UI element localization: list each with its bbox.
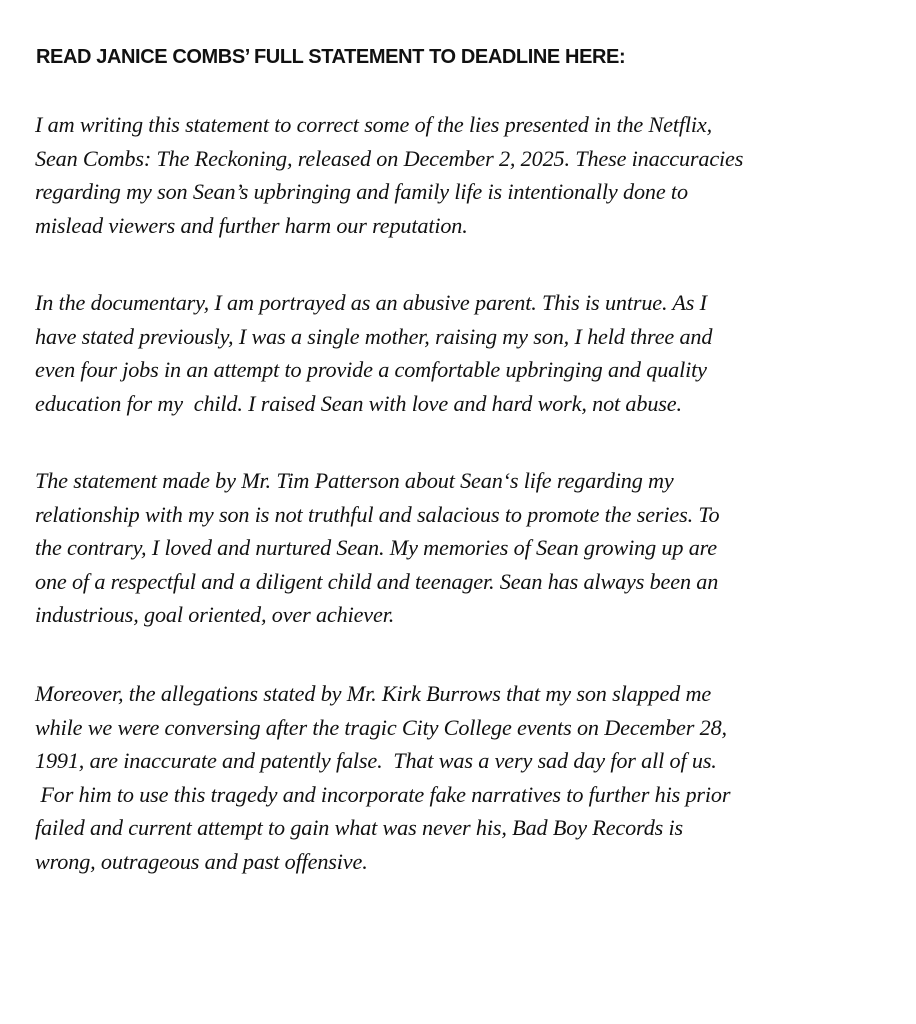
text-line: In the documentary, I am portrayed as an abusive parent. This is untrue. As I: [35, 290, 707, 315]
paragraph-netflix-lies: [35, 108, 907, 242]
text-line: regarding my son Sean’s upbringing and family life is intentionally done to: [35, 179, 688, 204]
paragraph-tim-patterson: [35, 464, 907, 632]
text-line: For him to use this tragedy and incorporate fake narratives to further his prior: [35, 781, 731, 807]
text-line: The statement made by Mr. Tim Patterson about Sean‘s life regarding my: [35, 468, 674, 493]
text-line: I am writing this statement to correct some of the lies presented in the Netflix,: [35, 112, 712, 137]
text-line: Moreover, the allegations stated by Mr. Kirk Burrows that my son slapped me: [35, 681, 712, 706]
text-line: mislead viewers and further harm our reputation.: [35, 212, 468, 238]
text-line: while we were conversing after the tragic City College events on December 28,: [35, 714, 727, 740]
text-line: education for my child. I raised Sean with love and hard work, not abuse.: [35, 390, 682, 416]
statement-heading: READ JANICE COMBS’ FULL STATEMENT TO DEADLINE HERE:: [36, 46, 626, 68]
paragraph-abusive-parent: [35, 286, 907, 420]
text-line: 1991, are inaccurate and patently false. That was a very sad day for all of us.: [35, 748, 717, 773]
text-line: have stated previously, I was a single mother, raising my son, I held three and: [35, 323, 713, 349]
text-line: even four jobs in an attempt to provide a comfortable upbringing and quality: [35, 357, 707, 382]
text-line: Sean Combs: The Reckoning, released on December 2, 2025. These inaccuracies: [35, 145, 744, 171]
text-line: relationship with my son is not truthful and salacious to promote the series. To: [35, 501, 720, 527]
text-line: failed and current attempt to gain what was never his, Bad Boy Records is: [35, 815, 684, 840]
text-line: the contrary, I loved and nurtured Sean. My memories of Sean growing up are: [35, 535, 717, 560]
paragraph-kirk-burrows: [35, 677, 907, 878]
text-line: industrious, goal oriented, over achiever.: [35, 602, 395, 627]
text-line: one of a respectful and a diligent child and teenager. Sean has always been an: [35, 568, 719, 594]
text-line: wrong, outrageous and past offensive.: [35, 848, 368, 874]
